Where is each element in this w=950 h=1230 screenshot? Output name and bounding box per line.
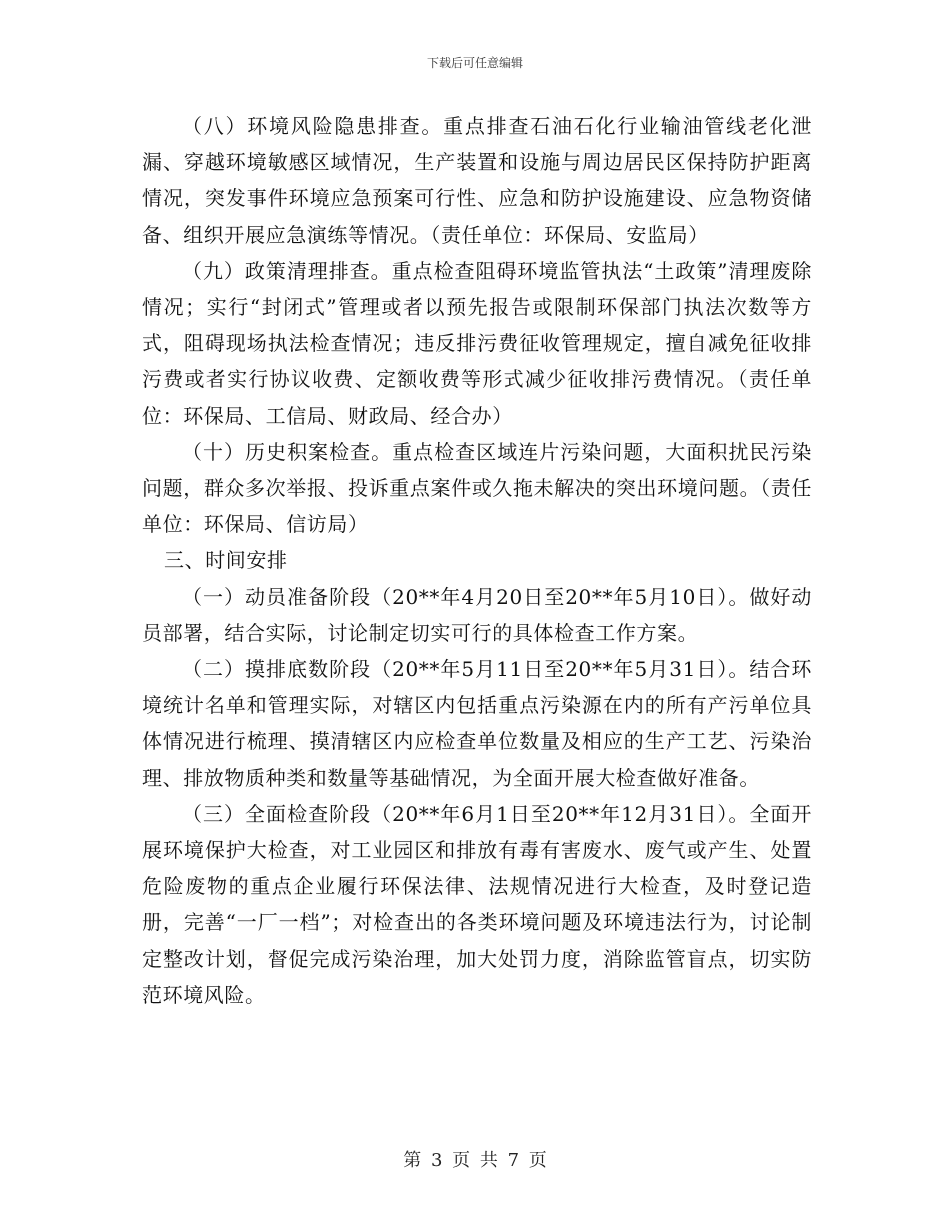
page-number-footer: 第 3 页 共 7 页	[403, 1150, 547, 1171]
page-header-note: 下载后可任意编辑	[426, 56, 523, 70]
paragraph-policy-cleanup: （九）政策清理排查。重点检查阻碍环境监管执法“土政策”清理废除情况；实行“封闭式”管理或者以预先报告或限制环保部门执法次数等方式，阻碍现场执法检查情况；违反排污费征收管理规定，擅自减免征收排污费或者实行协议收费、定额收费等形式减少征收排污费情况。（责任单位：环保局、工信局、财政局、经合办）	[142, 258, 812, 428]
paragraph-stage-survey: （二）摸排底数阶段（20**年5月11日至20**年5月31日）。结合环境统计名单和管理实际，对辖区内包括重点污染源在内的所有产污单位具体情况进行梳理、摸清辖区内应检查单位数量及相应的生产工艺、污染治理、排放物质种类和数量等基础情况，为全面开展大检查做好准备。	[142, 657, 812, 790]
paragraph-stage-full-inspection: （三）全面检查阶段（20**年6月1日至20**年12月31日）。全面开展环境保护大检查，对工业园区和排放有毒有害废水、废气或产生、处置危险废物的重点企业履行环保法律、法规情况进行大检查，及时登记造册，完善“一厂一档”；对检查出的各类环境问题及环境违法行为，讨论制定整改计划，督促完成污染治理，加大处罚力度，消除监管盲点，切实防范环境风险。	[142, 801, 812, 1007]
paragraph-risk-inspection: （八）环境风险隐患排查。重点排查石油石化行业输油管线老化泄漏、穿越环境敏感区域情况，生产装置和设施与周边居民区保持防护距离情况，突发事件环境应急预案可行性、应急和防护设施建设、应急物资储备、组织开展应急演练等情况。（责任单位：环保局、安监局）	[142, 114, 812, 247]
document-body	[142, 108, 812, 1013]
section-heading-schedule: 三、时间安排	[164, 548, 288, 573]
paragraph-stage-mobilization: （一）动员准备阶段（20**年4月20日至20**年5月10日）。做好动员部署，结合实际，讨论制定切实可行的具体检查工作方案。	[142, 584, 812, 645]
paragraph-historical-cases: （十）历史积案检查。重点检查区域连片污染问题，大面积扰民污染问题，群众多次举报、投诉重点案件或久拖未解决的突出环境问题。（责任单位：环保局、信访局）	[142, 439, 812, 537]
